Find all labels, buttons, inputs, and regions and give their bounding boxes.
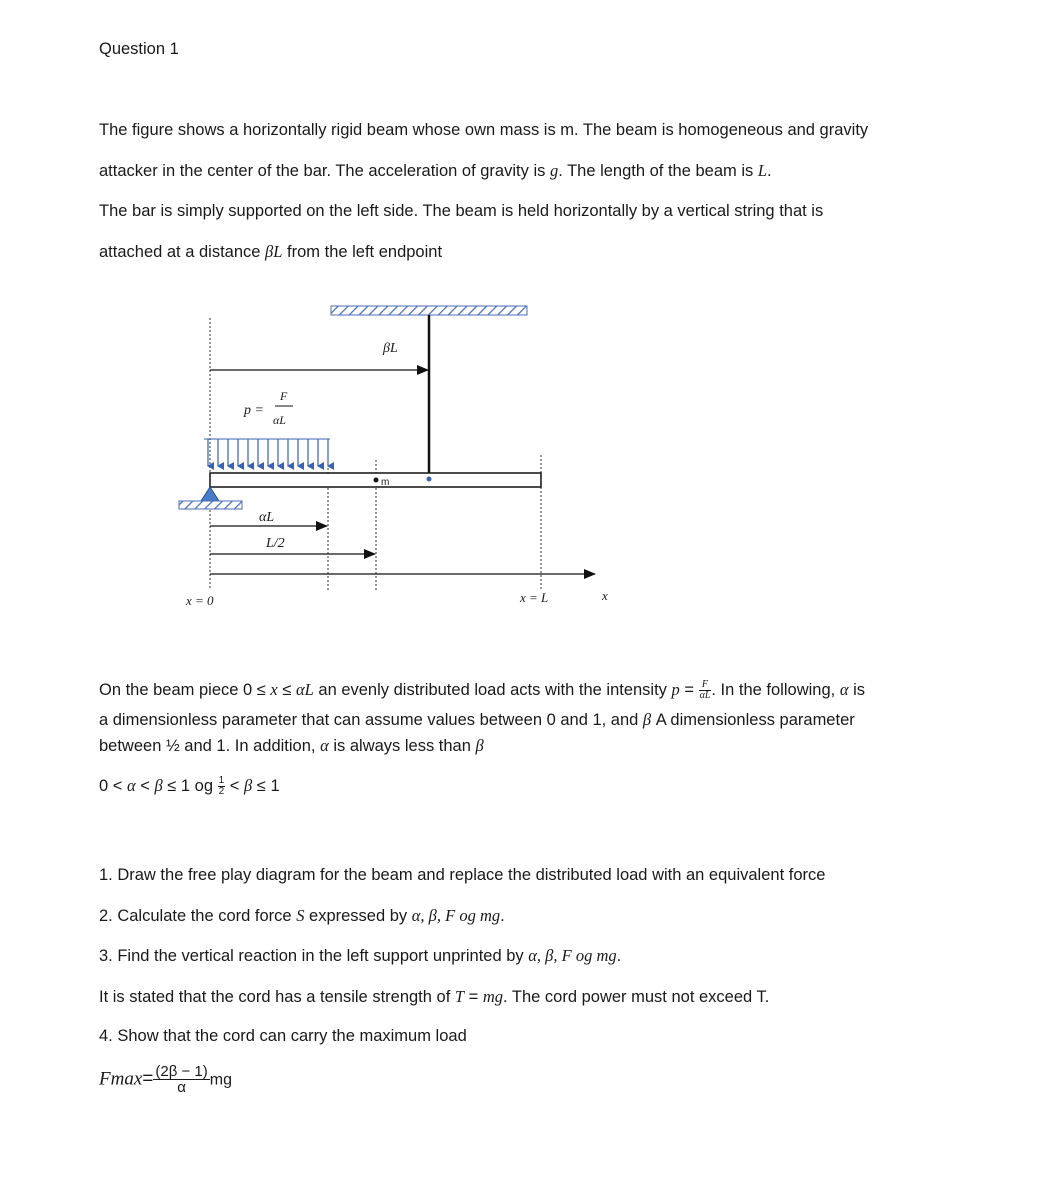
s-symbol: S: [296, 906, 305, 925]
mass-point: [374, 478, 379, 483]
intensity-fraction: [699, 680, 712, 701]
task-3: [99, 946, 621, 966]
fmax-unit: mg: [209, 1071, 233, 1089]
intro-text: from the left endpoint: [282, 243, 443, 261]
p-denominator: αL: [273, 413, 286, 427]
fmax-formula: [99, 1064, 232, 1095]
fmax-numerator: (2β − 1): [155, 1063, 208, 1080]
fraction-denominator: αL: [699, 690, 711, 702]
condition-text: <: [135, 777, 155, 795]
intro-text: .: [767, 162, 772, 180]
task-text: .: [616, 947, 622, 965]
gravity-symbol: g: [549, 161, 559, 180]
intro-text: attached at a distance: [99, 243, 266, 261]
task-text: 2. Calculate the cord force: [99, 907, 297, 925]
string-attachment: [427, 477, 432, 482]
parameter-condition: [99, 776, 280, 797]
x-symbol: x: [270, 680, 278, 699]
load-text: On the beam piece 0 ≤: [99, 681, 271, 699]
question-title: Question 1: [99, 40, 179, 58]
pin-support: [201, 487, 219, 501]
alpha-symbol: α: [839, 680, 849, 699]
condition-text: <: [225, 777, 244, 795]
load-line-1: [99, 680, 865, 701]
task-text: . The cord power must not exceed T.: [503, 988, 770, 1006]
load-line-2: [99, 710, 855, 730]
alpha-l-label: αL: [259, 510, 275, 525]
reference-lines: [210, 318, 541, 590]
beta-symbol: β: [475, 736, 484, 755]
condition-text: ≤ 1: [252, 777, 280, 795]
load-text: ≤: [277, 681, 296, 699]
length-symbol: L: [757, 161, 768, 180]
t-symbol: T: [454, 987, 465, 1006]
load-text: is always less than: [328, 737, 476, 755]
x-axis-label: x: [602, 588, 608, 603]
x-zero-label: x = 0: [186, 593, 214, 608]
task-text: 3. Find the vertical reaction in the left support unprinted by: [99, 947, 529, 965]
task-1: 1. Draw the free play diagram for the beam and replace the distributed load with an equivalent force: [99, 866, 826, 884]
fmax-label: Fmax: [99, 1068, 143, 1090]
ground-hatch: [179, 501, 242, 509]
intro-text: . The length of the beam is: [558, 162, 758, 180]
fraction-numerator: F: [699, 680, 712, 691]
fmax-denominator: α: [177, 1079, 186, 1096]
load-line-3: [99, 736, 484, 756]
task-text: It is stated that the cord has a tensile strength of: [99, 988, 455, 1006]
condition-text: ≤ 1 og: [162, 777, 218, 795]
x-l-label: x = L: [520, 590, 549, 605]
equals-sign: =: [142, 1068, 154, 1090]
beta-l-symbol: βL: [265, 242, 283, 261]
alpha-symbol: α: [320, 736, 329, 755]
task-4: 4. Show that the cord can carry the maximum load: [99, 1027, 467, 1045]
load-text: =: [679, 681, 699, 699]
load-text: is: [848, 681, 865, 699]
tensile-strength-text: [99, 987, 769, 1007]
alpha-l-symbol: αL: [295, 680, 314, 699]
fraction-denominator: 2: [218, 786, 225, 798]
load-text: . In the following,: [711, 681, 840, 699]
mass-label: m: [381, 477, 390, 488]
load-text: A dimensionless parameter: [651, 711, 855, 729]
beta-symbol: β: [154, 776, 163, 795]
beta-symbol: β: [244, 776, 253, 795]
mg-symbol: mg: [482, 987, 504, 1006]
intro-line-3: The bar is simply supported on the left side. The beam is held horizontally by a vertical string that is: [99, 202, 824, 220]
fraction-numerator: 1: [218, 775, 225, 787]
task-text: .: [500, 907, 505, 925]
intro-line-1: The figure shows a horizontally rigid beam whose own mass is m. The beam is homogeneous and gravity: [99, 121, 869, 139]
variables-list: α, β, F og mg: [528, 946, 617, 965]
load-text: an evenly distributed load acts with the intensity: [313, 681, 672, 699]
p-label: p =: [244, 403, 264, 418]
task-text: =: [464, 988, 483, 1006]
intro-text: attacker in the center of the bar. The acceleration of gravity is: [99, 162, 550, 180]
ceiling-hatch: [331, 306, 527, 315]
fmax-fraction: [153, 1064, 209, 1095]
distributed-load: [204, 439, 330, 466]
load-text: a dimensionless parameter that can assume values between 0 and 1, and: [99, 711, 643, 729]
p-symbol: p: [671, 680, 680, 699]
beta-symbol: β: [642, 710, 652, 729]
task-2: [99, 906, 505, 926]
variables-list: α, β, F og mg: [411, 906, 501, 925]
alpha-symbol: α: [126, 776, 136, 795]
condition-text: 0 <: [99, 777, 127, 795]
beta-l-label: βL: [383, 341, 398, 356]
task-text: expressed by: [304, 907, 412, 925]
load-text: between ½ and 1. In addition,: [99, 737, 321, 755]
half-l-label: L/2: [266, 536, 285, 551]
p-numerator: F: [280, 389, 288, 403]
